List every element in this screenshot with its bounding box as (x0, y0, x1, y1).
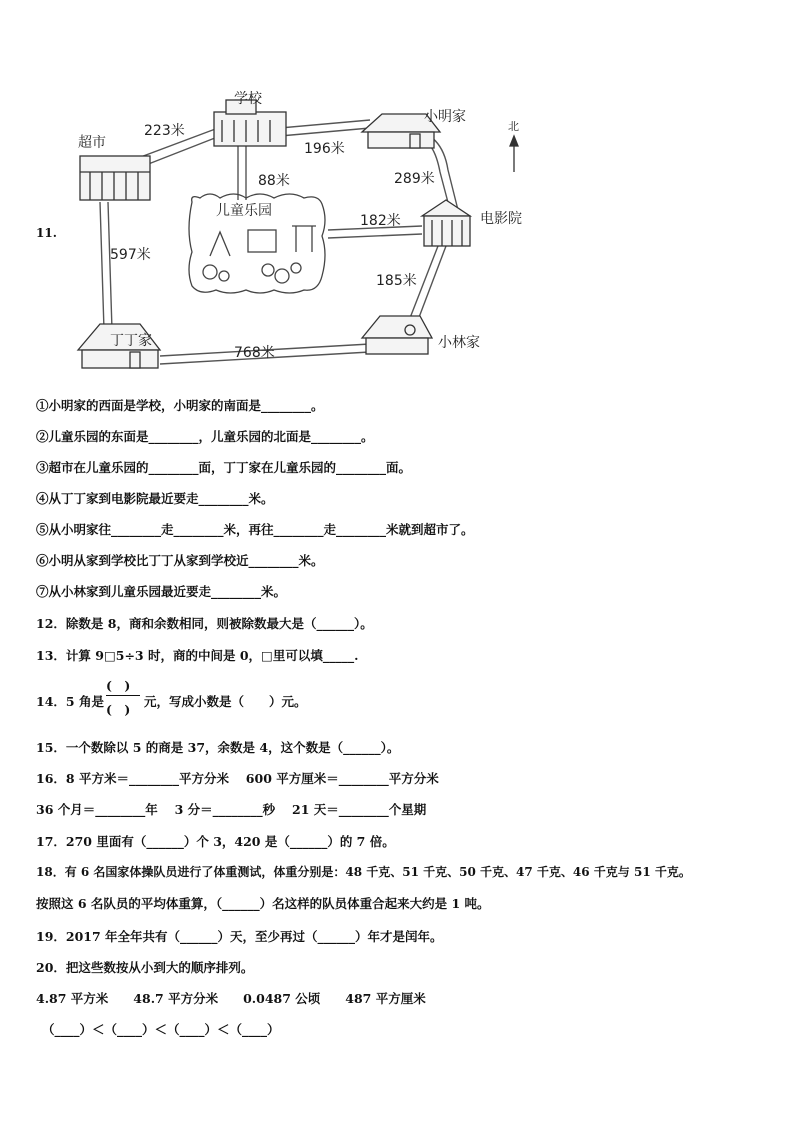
distance-xiaoming-cinema: 289米 (394, 171, 435, 187)
question-20-line1: 20．把这些数按从小到大的顺序排列。 (36, 960, 254, 975)
question-15: 15．一个数除以 5 的商是 37，余数是 4，这个数是（______）。 (36, 740, 400, 755)
question-18-line1: 18．有 6 名国家体操队员进行了体重测试，体重分别是：48 千克、51 千克、50 千克、47 千克、46 千克与 51 千克。 (36, 865, 691, 879)
distance-cinema-xiaolin: 185米 (376, 273, 417, 289)
question-17: 17．270 里面有（______）个 3，420 是（______）的 7 倍。 (36, 834, 395, 849)
distance-school-xiaoming: 196米 (304, 141, 345, 157)
q11-item-2: ②儿童乐园的东面是________，儿童乐园的北面是________。 (36, 429, 374, 444)
question-18-line2: 按照这 6 名队员的平均体重算，（______）名这样的队员体重合起来大约是 1 吨。 (36, 896, 490, 911)
road-school-xiaoming (280, 128, 370, 136)
q11-item-1: ①小明家的西面是学校，小明家的南面是________。 (36, 398, 324, 413)
cinema-building (422, 200, 470, 246)
road-chaoshi-dingding (100, 202, 104, 330)
question-14-suffix: 元，写成小数是（ ）元。 (144, 694, 307, 709)
label-school: 学校 (234, 91, 262, 107)
chaoshi-building (80, 156, 150, 200)
label-xiaoming-home: 小明家 (424, 109, 466, 125)
q11-item-3: ③超市在儿童乐园的________面，丁丁家在儿童乐园的________面。 (36, 460, 412, 475)
north-arrow (510, 136, 518, 172)
distance-school-park: 88米 (258, 173, 290, 189)
question-13: 13．计算 9□5÷3 时，商的中间是 0，□里可以填_____. (36, 648, 359, 663)
label-chaoshi: 超市 (78, 135, 106, 151)
fraction-numerator: ( ) (106, 678, 131, 693)
map-figure (70, 80, 540, 380)
question-19: 19．2017 年全年共有（______）天，至少再过（______）年才是闰年。 (36, 929, 443, 944)
label-xiaolin-home: 小林家 (438, 335, 480, 351)
fraction-denominator: ( ) (106, 702, 131, 717)
question-20-values: 4.87 平方米 48.7 平方分米 0.0487 公顷 487 平方厘米 (36, 991, 426, 1006)
q11-item-6: ⑥小明从家到学校比丁丁从家到学校近________米。 (36, 553, 324, 568)
distance-chaoshi-dingding: 597米 (110, 247, 151, 263)
q11-item-5: ⑤从小明家往________走________米，再往________走________米就到超市了。 (36, 522, 474, 537)
fraction-bar (106, 695, 140, 696)
question-20-answer: （____）＜（____）＜（____）＜（____） (42, 1022, 280, 1037)
question-number-11: 11. (36, 226, 57, 240)
distance-chaoshi-school: 223米 (144, 123, 185, 139)
label-north: 北 (508, 120, 519, 133)
label-park: 儿童乐园 (216, 203, 272, 219)
xiaolin-house (362, 316, 432, 354)
q11-item-4: ④从丁丁家到电影院最近要走________米。 (36, 491, 274, 506)
question-14-prefix: 14．5 角是 (36, 694, 104, 709)
distance-park-cinema: 182米 (360, 213, 401, 229)
label-dingding-home: 丁丁家 (110, 333, 152, 349)
question-16-line2: 36 个月＝________年 3 分＝________秒 21 天＝________个星期 (36, 802, 427, 817)
question-16-line1: 16．8 平方米＝________平方分米 600 平方厘米＝________平方分米 (36, 771, 439, 786)
question-12: 12．除数是 8，商和余数相同，则被除数最大是（______）。 (36, 616, 373, 631)
distance-dingding-xiaolin: 768米 (234, 345, 275, 361)
q11-item-7: ⑦从小林家到儿童乐园最近要走________米。 (36, 584, 287, 599)
label-cinema: 电影院 (480, 211, 522, 227)
